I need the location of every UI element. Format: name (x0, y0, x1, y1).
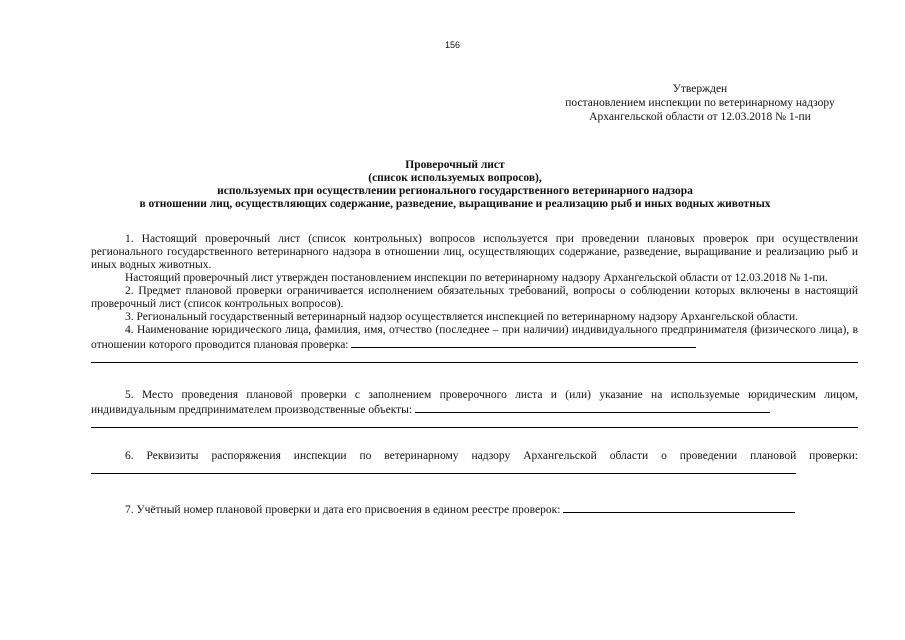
fill-line-5b[interactable] (91, 417, 858, 428)
paragraph-5 (91, 389, 858, 417)
paragraph-1b: Настоящий проверочный лист утвержден постановлением инспекции по ветеринарному надзору Архангельской области от 12.03.2018 № 1-пи. (125, 272, 828, 284)
document-body (91, 233, 858, 517)
paragraph-6 (91, 450, 858, 478)
fill-line-4a[interactable] (351, 337, 696, 348)
page-number: 156 (444, 40, 461, 50)
title-line-3: используемых при осуществлении регионального государственного ветеринарного надзора (217, 185, 693, 197)
title-line-1: Проверочный лист (405, 159, 505, 171)
document-title (60, 159, 850, 211)
paragraph-5-text: 5. Место проведения плановой проверки с заполнением проверочного листа и (или) указание на используемые юридическим лицом, индивидуальным предпринимателем производственные объекты: (91, 389, 858, 416)
paragraph-3: 3. Региональный государственный ветеринарный надзор осуществляется инспекцией по ветеринарному надзору Архангельской области. (125, 311, 799, 323)
paragraph-4-text: 4. Наименование юридического лица, фамилия, имя, отчество (последнее – при наличии) индивидуального предпринимателя (физического лица), в отношении которого проводится плановая проверка: (91, 324, 858, 351)
paragraph-1: 1. Настоящий проверочный лист (список контрольных) вопросов используется при проведении плановых проверок при осуществлении регионального государственного ветеринарного надзора в отношении лиц, осуществляющих содержание, разведение, выращивание и реализацию рыб и иных водных животных. (91, 233, 858, 271)
paragraph-7-text: 7. Учётный номер плановой проверки и дата его присвоения в едином реестре проверок: (125, 504, 561, 516)
title-line-2: (список используемых вопросов), (368, 172, 542, 184)
approval-line-3: Архангельской области от 12.03.2018 № 1-пи (589, 111, 811, 123)
approval-block (530, 82, 870, 124)
fill-line-7[interactable] (563, 502, 795, 513)
fill-line-6[interactable] (91, 463, 796, 474)
title-line-4: в отношении лиц, осуществляющих содержание, разведение, выращивание и реализацию рыб и иных водных животных (139, 198, 771, 210)
paragraph-7 (91, 502, 858, 517)
fill-line-5a[interactable] (415, 402, 770, 413)
paragraph-4 (91, 324, 858, 352)
approval-line-2: постановлением инспекции по ветеринарному надзору (565, 97, 835, 109)
approval-line-1: Утвержден (672, 83, 728, 95)
paragraph-2: 2. Предмет плановой проверки ограничивается исполнением обязательных требований, вопросы о соблюдении которых включены в настоящий проверочный лист (список контрольных вопросов). (91, 285, 858, 310)
fill-line-4b[interactable] (91, 352, 858, 363)
paragraph-6-text: 6. Реквизиты распоряжения инспекции по ветеринарному надзору Архангельской области о проведении плановой проверки: (125, 450, 858, 462)
